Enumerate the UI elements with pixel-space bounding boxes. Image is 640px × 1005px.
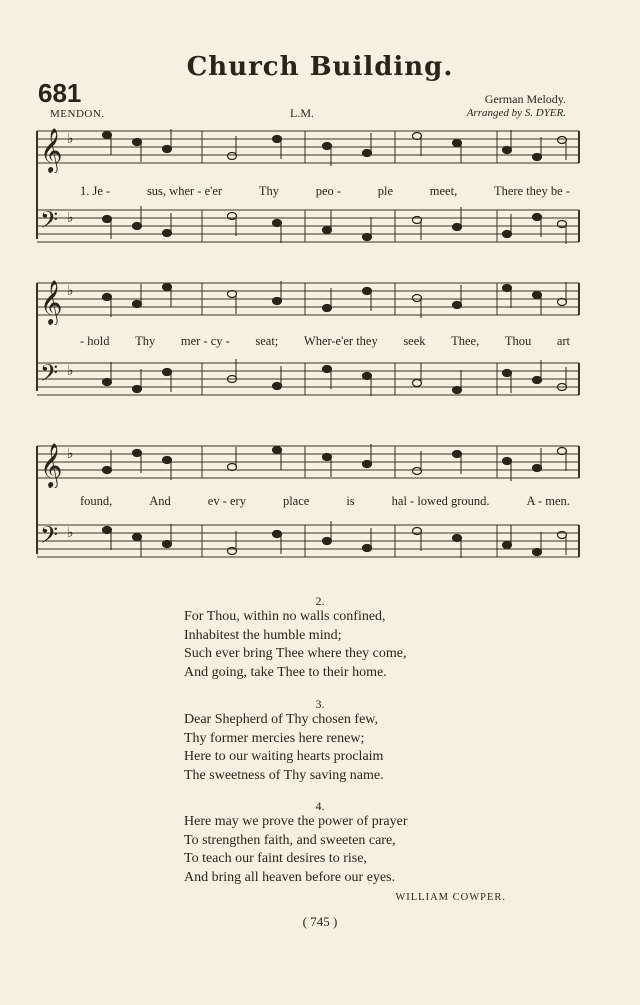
note-head <box>273 298 282 305</box>
note-head <box>503 542 512 549</box>
bass-clef-icon: 𝄢 <box>40 206 59 239</box>
lyric-syllable: ple <box>377 184 394 198</box>
note-head <box>503 147 512 154</box>
system-bracket <box>36 283 38 391</box>
note-head <box>133 139 142 146</box>
note-head <box>533 292 542 299</box>
stanza-line: Here to our waiting hearts proclaim <box>184 749 384 764</box>
lyric-syllable: seek <box>403 334 426 348</box>
lyric-syllable: A - men. <box>526 494 570 508</box>
note-head <box>103 132 112 139</box>
note-head <box>363 373 372 380</box>
treble-staff <box>37 442 582 488</box>
note-head <box>363 545 372 552</box>
note-head <box>453 224 462 231</box>
bass-staff <box>37 359 582 405</box>
note-head <box>163 284 172 291</box>
stanza-number: 4. <box>315 799 325 813</box>
note-head <box>558 448 567 455</box>
note-head <box>133 386 142 393</box>
treble-clef-icon: 𝄞 <box>40 443 63 487</box>
stanza-line: And bring all heaven before our eyes. <box>184 869 396 885</box>
note-head <box>503 458 512 465</box>
note-head <box>103 294 112 301</box>
note-head <box>533 549 542 556</box>
stanza-line: Such ever bring Thee where they come, <box>184 646 407 661</box>
note-head <box>273 136 282 143</box>
flat-icon: ♭ <box>67 526 74 541</box>
note-head <box>103 467 112 474</box>
note-head <box>453 387 462 394</box>
note-head <box>503 285 512 292</box>
stanza-line: To teach our faint desires to rise, <box>184 851 367 866</box>
note-head <box>133 450 142 457</box>
lyric-syllable: ev - ery <box>207 494 246 508</box>
note-head <box>558 137 567 144</box>
lyric-line-3 <box>80 494 570 509</box>
note-head <box>453 451 462 458</box>
system-bracket <box>36 131 38 239</box>
stanza-3 <box>184 711 384 785</box>
lyric-syllable: - hold <box>80 334 110 348</box>
note-head <box>503 370 512 377</box>
note-head <box>533 214 542 221</box>
note-head <box>228 464 237 471</box>
note-head <box>323 454 332 461</box>
stanza-line: Dear Shepherd of Thy chosen few, <box>184 712 378 727</box>
meter: L.M. <box>290 106 314 120</box>
note-head <box>323 227 332 234</box>
tune-name: MENDON. <box>50 108 105 120</box>
lyric-line-2 <box>80 334 570 349</box>
note-head <box>163 369 172 376</box>
note-head <box>558 299 567 306</box>
note-head <box>413 295 422 302</box>
note-head <box>453 535 462 542</box>
author: WILLIAM COWPER. <box>395 892 506 903</box>
lyric-syllable: art <box>556 334 570 348</box>
stanza-line: Thy former mercies here renew; <box>184 730 365 746</box>
stanza-line: Inhabitest the humble mind; <box>184 627 342 643</box>
arranger: Arranged by S. DYER. <box>466 107 566 119</box>
stanza-line: For Thou, within no walls confined, <box>184 609 386 624</box>
stanza-2 <box>184 608 407 682</box>
page-number: ( 745 ) <box>302 914 338 929</box>
note-head <box>273 383 282 390</box>
lyric-syllable: And <box>149 494 171 508</box>
note-head <box>503 231 512 238</box>
bass-staff <box>37 206 582 252</box>
note-head <box>103 379 112 386</box>
lyric-syllable: found, <box>80 494 113 508</box>
stanza-4 <box>184 813 408 887</box>
note-head <box>363 150 372 157</box>
section-title: Church Building. <box>186 52 454 82</box>
note-head <box>273 447 282 454</box>
note-head <box>533 154 542 161</box>
note-head <box>413 380 422 387</box>
bass-staff <box>37 521 582 567</box>
flat-icon: ♭ <box>67 211 74 226</box>
flat-icon: ♭ <box>67 447 74 462</box>
note-head <box>228 153 237 160</box>
treble-clef-icon: 𝄞 <box>40 128 63 172</box>
stanza-line: And going, take Thee to their home. <box>184 664 387 680</box>
flat-icon: ♭ <box>67 132 74 147</box>
treble-staff <box>37 127 582 173</box>
note-head <box>413 133 422 140</box>
flat-icon: ♭ <box>67 364 74 379</box>
lyric-syllable: Wher-e'er they <box>303 334 378 348</box>
note-head <box>103 527 112 534</box>
bass-clef-icon: 𝄢 <box>40 359 59 392</box>
note-head <box>133 534 142 541</box>
system-bracket <box>36 446 38 554</box>
note-head <box>413 468 422 475</box>
flat-icon: ♭ <box>67 284 74 299</box>
note-head <box>453 140 462 147</box>
lyric-line-1 <box>80 184 570 199</box>
stanza-number: 2. <box>315 594 325 608</box>
lyric-syllable: Thy <box>135 334 156 348</box>
note-head <box>163 457 172 464</box>
treble-clef-icon: 𝄞 <box>40 280 63 324</box>
hymn-number: 681 <box>38 78 82 108</box>
note-head <box>163 230 172 237</box>
note-head <box>133 223 142 230</box>
note-head <box>273 531 282 538</box>
note-head <box>363 461 372 468</box>
note-head <box>453 302 462 309</box>
note-head <box>163 146 172 153</box>
lyric-syllable: 1. Je - <box>80 184 111 198</box>
lyric-syllable: hal - lowed ground. <box>391 494 490 508</box>
stanza-line: Here may we prove the power of prayer <box>184 814 408 829</box>
lyric-syllable: peo - <box>315 184 342 198</box>
bass-clef-icon: 𝄢 <box>40 521 59 554</box>
lyric-syllable: is <box>346 494 355 508</box>
stanza-number: 3. <box>315 697 325 711</box>
note-head <box>273 220 282 227</box>
lyric-syllable: sus, wher - e'er <box>146 184 223 198</box>
note-head <box>363 288 372 295</box>
lyric-syllable: Thee, <box>451 334 480 348</box>
stanza-line: To strengthen faith, and sweeten care, <box>184 832 396 848</box>
note-head <box>533 377 542 384</box>
treble-staff <box>37 279 582 325</box>
note-head <box>103 216 112 223</box>
lyric-syllable: meet, <box>429 184 458 198</box>
note-head <box>533 465 542 472</box>
note-head <box>323 305 332 312</box>
stanza-line: The sweetness of Thy saving name. <box>184 767 384 783</box>
lyric-syllable: seat; <box>255 334 279 348</box>
note-head <box>323 143 332 150</box>
lyric-syllable: mer - cy - <box>180 334 230 348</box>
note-head <box>323 366 332 373</box>
lyric-syllable: Thy <box>258 184 279 198</box>
lyric-syllable: There they be - <box>493 184 570 198</box>
note-head <box>363 234 372 241</box>
note-head <box>228 291 237 298</box>
lyric-syllable: place <box>282 494 310 508</box>
note-head <box>323 538 332 545</box>
composer: German Melody. <box>484 92 566 106</box>
lyric-syllable: Thou <box>504 334 532 348</box>
note-head <box>163 541 172 548</box>
note-head <box>133 301 142 308</box>
